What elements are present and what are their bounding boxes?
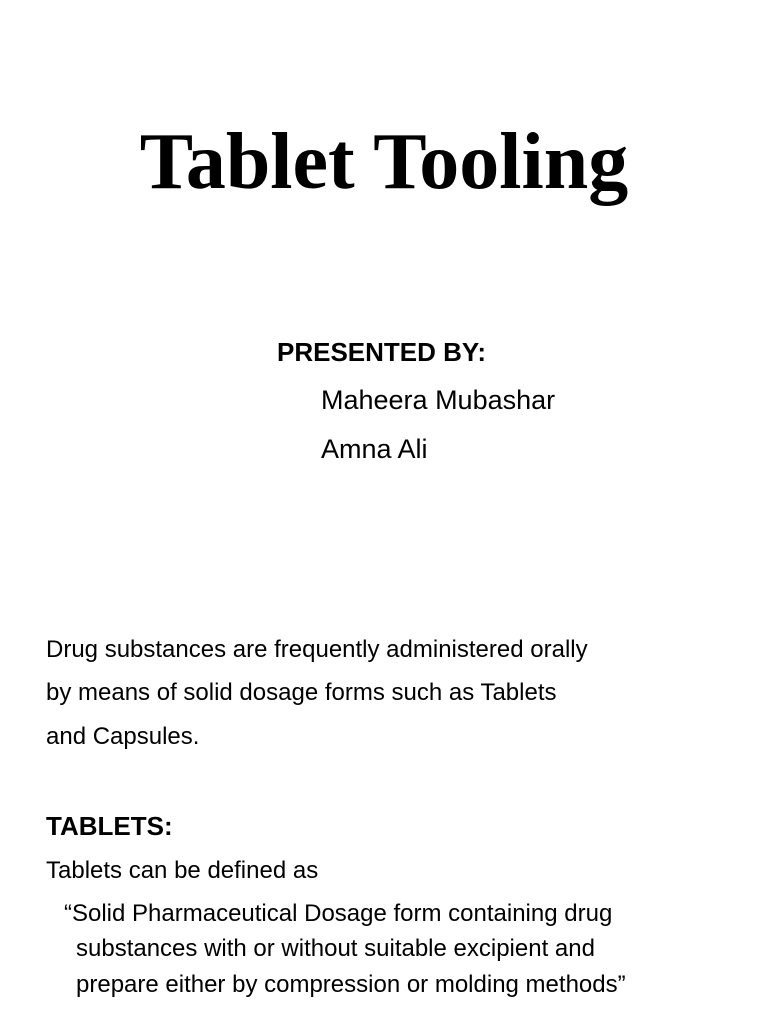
definition-quote-line: “Solid Pharmaceutical Dosage form containing drug — [64, 900, 613, 927]
intro-text-line: by means of solid dosage forms such as Tablets — [46, 679, 557, 706]
intro-text-line: Drug substances are frequently administered orally — [46, 636, 588, 663]
definition-quote-line: prepare either by compression or molding methods” — [76, 971, 626, 998]
presenter-name: Maheera Mubashar — [321, 385, 556, 415]
section-heading-tablets: TABLETS: — [46, 811, 173, 841]
intro-text-line: and Capsules. — [46, 723, 200, 750]
definition-quote-line: substances with or without suitable excipient and — [76, 935, 595, 962]
presented-by-label: PRESENTED BY: — [277, 337, 486, 367]
page-title: Tablet Tooling — [139, 118, 629, 206]
definition-lead-text: Tablets can be defined as — [46, 857, 319, 884]
presenter-name: Amna Ali — [321, 434, 428, 464]
